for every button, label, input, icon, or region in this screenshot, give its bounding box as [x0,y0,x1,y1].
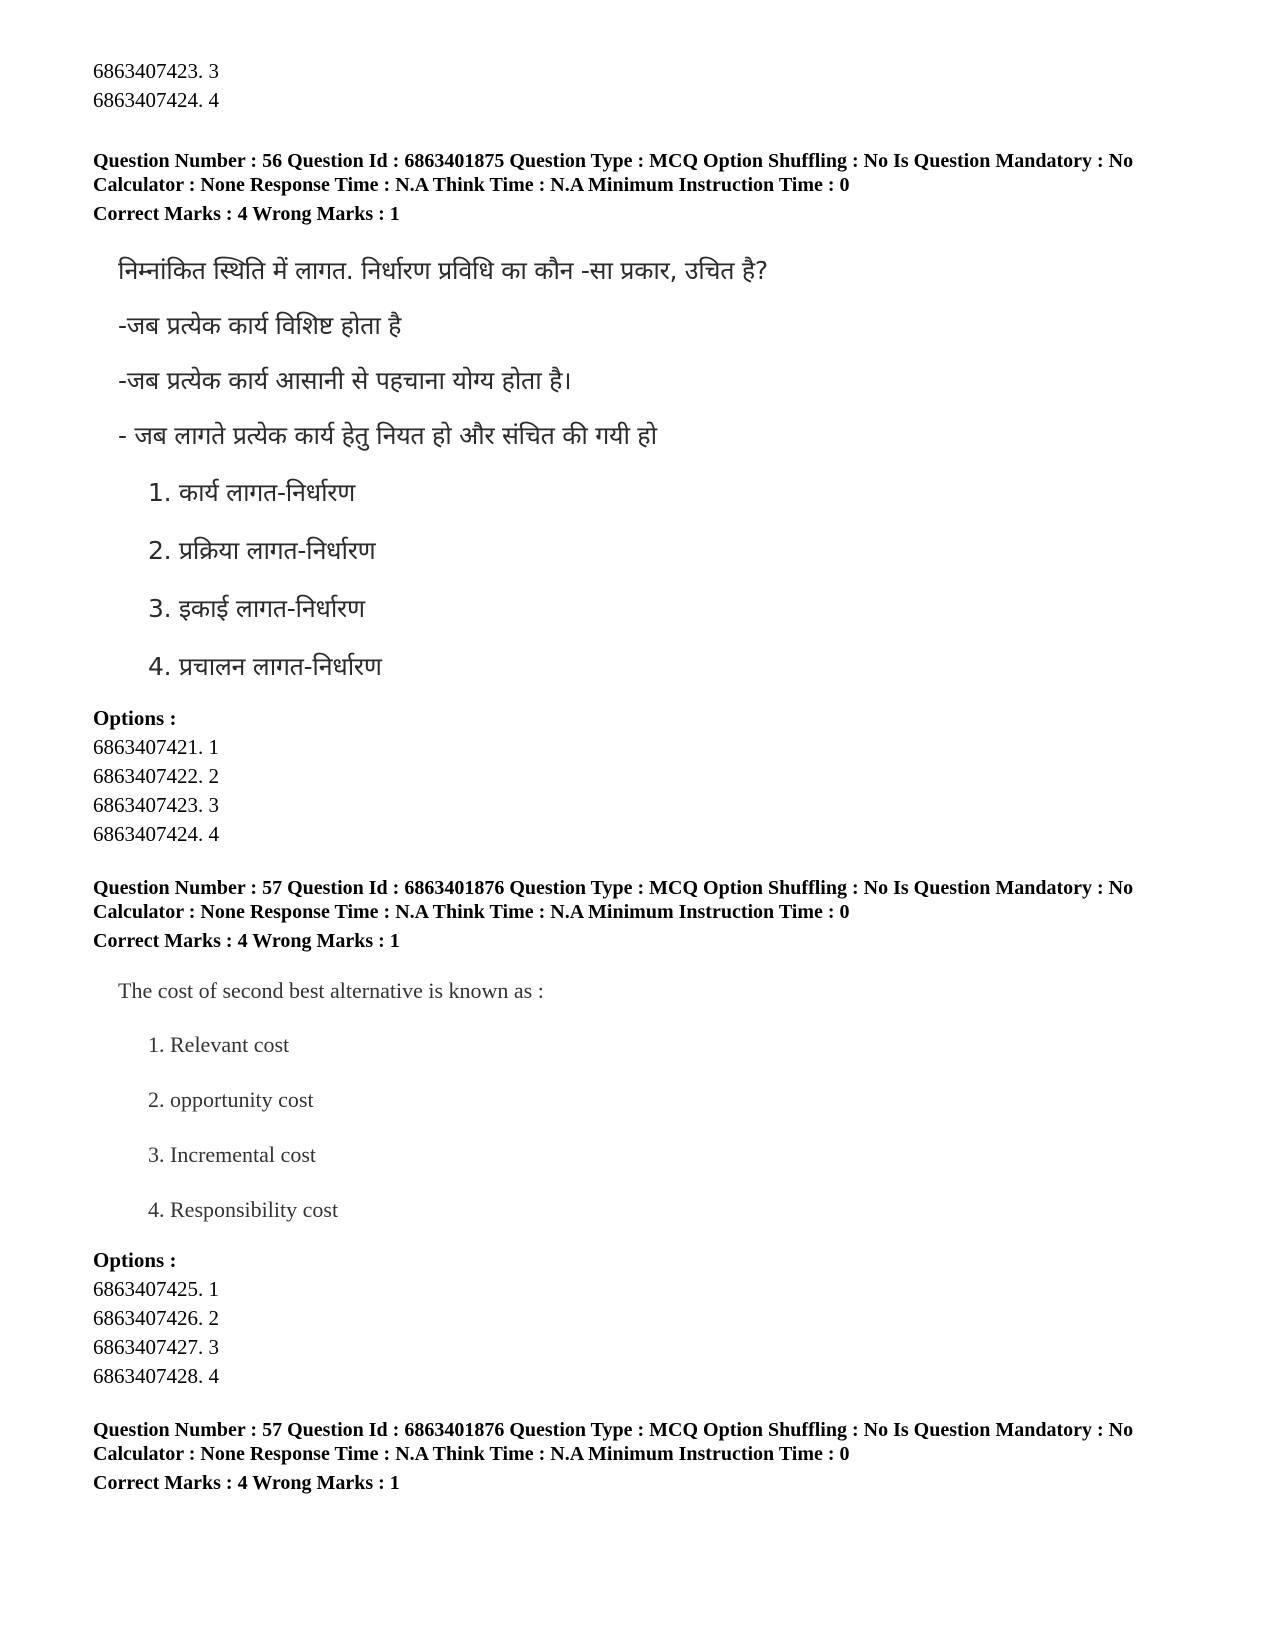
question-marks: Correct Marks : 4 Wrong Marks : 1 [93,203,400,225]
question-meta: Question Number : 56 Question Id : 6863401875 Question Type : MCQ Option Shuffling : No Is Question Mandatory : No Calculator : None Response Time : N.A Think Time : N.A Minimum Instruction Time : 0 [93,150,1134,196]
answer-choice: 1. कार्य लागत-निर्धारण [148,478,355,507]
question-marks: Correct Marks : 4 Wrong Marks : 1 [93,930,400,952]
option-id-line: 6863407428. 4 [93,1364,219,1388]
option-id-line: 6863407423. 3 [93,59,219,83]
option-id-line: 6863407424. 4 [93,88,219,112]
question-stem-line: -जब प्रत्येक कार्य विशिष्ट होता है [118,311,402,340]
option-id-line: 6863407422. 2 [93,764,219,788]
answer-choice: 4. प्रचालन लागत-निर्धारण [148,652,382,681]
question-stem-line: - जब लागते प्रत्येक कार्य हेतु नियत हो और संचित की गयी हो [118,421,657,450]
question-57-repeat-header [93,1418,1203,1495]
option-id-line: 6863407427. 3 [93,1335,219,1359]
question-56-options [93,704,1203,849]
question-stem-line: The cost of second best alternative is known as : [118,978,544,1003]
answer-choice: 2. opportunity cost [148,1087,314,1112]
question-stem-line: -जब प्रत्येक कार्य आसानी से पहचाना योग्य होता है। [118,366,572,395]
option-id-line: 6863407421. 1 [93,735,219,759]
options-label: Options : [93,706,177,730]
answer-choice: 2. प्रक्रिया लागत-निर्धारण [148,536,376,565]
question-56-header [93,149,1203,226]
question-57-header [93,876,1203,953]
question-57-options [93,1246,1203,1391]
question-stem-line: निम्नांकित स्थिति में लागत. निर्धारण प्रविधि का कौन -सा प्रकार, उचित है? [118,256,768,285]
option-id-line: 6863407425. 1 [93,1277,219,1301]
question-57-content [118,971,544,1244]
question-meta: Question Number : 57 Question Id : 6863401876 Question Type : MCQ Option Shuffling : No Is Question Mandatory : No Calculator : None Response Time : N.A Think Time : N.A Minimum Instruction Time : 0 [93,1419,1134,1465]
answer-choice: 3. इकाई लागत-निर्धारण [148,594,365,623]
answer-choice: 1. Relevant cost [148,1032,290,1057]
answer-choice: 4. Responsibility cost [148,1197,339,1222]
options-label: Options : [93,1248,177,1272]
option-id-line: 6863407423. 3 [93,793,219,817]
previous-question-options [93,57,1203,115]
question-meta: Question Number : 57 Question Id : 6863401876 Question Type : MCQ Option Shuffling : No Is Question Mandatory : No Calculator : None Response Time : N.A Think Time : N.A Minimum Instruction Time : 0 [93,877,1134,923]
question-marks: Correct Marks : 4 Wrong Marks : 1 [93,1472,400,1494]
question-56-content [118,248,768,700]
answer-choice: 3. Incremental cost [148,1142,316,1167]
option-id-line: 6863407424. 4 [93,822,219,846]
option-id-line: 6863407426. 2 [93,1306,219,1330]
